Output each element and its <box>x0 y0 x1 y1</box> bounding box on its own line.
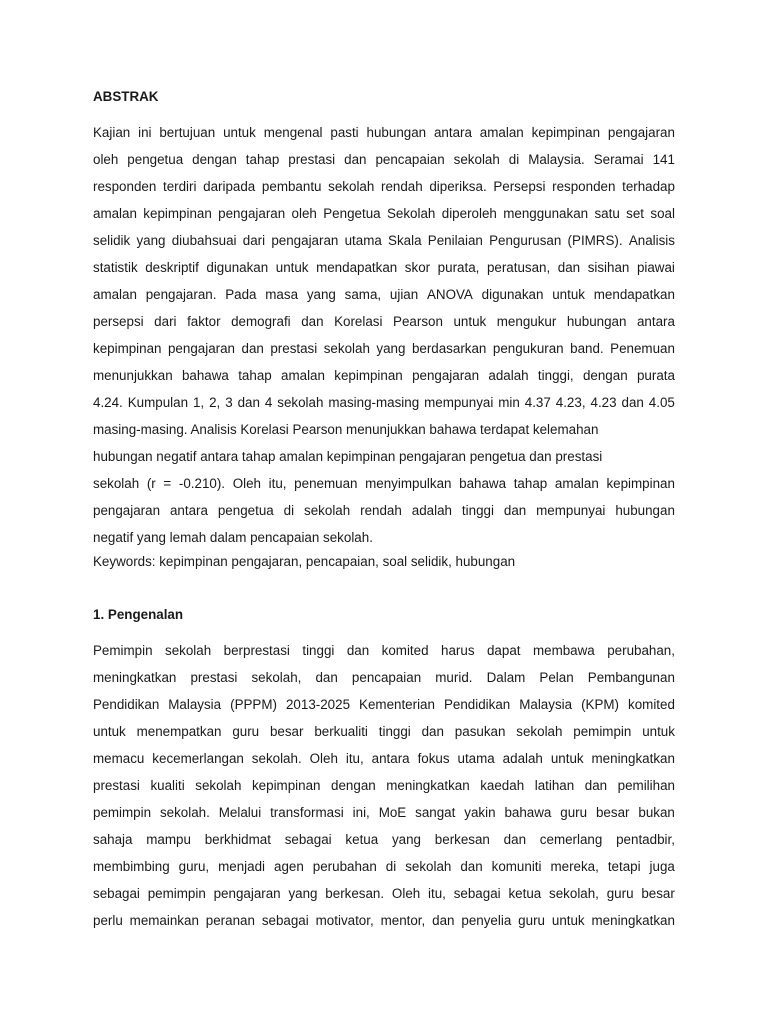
body-line: pemimpin sekolah. Melalui transformasi ini, MoE sangat yakin bahawa guru besar bukan <box>93 805 675 820</box>
abstract-line: sekolah (r = -0.210). Oleh itu, penemuan menyimpulkan bahawa tahap amalan kepimpinan <box>93 476 675 491</box>
abstract-line: negatif yang lemah dalam pencapaian sekolah. <box>93 530 373 545</box>
body-line: memacu kecemerlangan sekolah. Oleh itu, antara fokus utama adalah untuk meningkatkan <box>93 751 675 766</box>
abstract-line: 4.24. Kumpulan 1, 2, 3 dan 4 sekolah masing-masing mempunyai min 4.37 4.23, 4.23 dan 4.05 <box>93 395 675 410</box>
body-line: perlu memainkan peranan sebagai motivator, mentor, dan penyelia guru untuk meningkatkan <box>93 913 675 928</box>
abstract-line: menunjukkan bahawa tahap amalan kepimpinan pengajaran adalah tinggi, dengan purata <box>93 368 675 383</box>
body-line: prestasi kualiti sekolah kepimpinan dengan meningkatkan kaedah latihan dan pemilihan <box>93 778 675 793</box>
body-line: untuk menempatkan guru besar berkualiti tinggi dan pasukan sekolah pemimpin untuk <box>93 724 675 739</box>
keywords-line: Keywords: kepimpinan pengajaran, pencapaian, soal selidik, hubungan <box>93 554 516 569</box>
body-line: meningkatkan prestasi sekolah, dan pencapaian murid. Dalam Pelan Pembangunan <box>93 670 675 685</box>
abstract-line: statistik deskriptif digunakan untuk mendapatkan skor purata, peratusan, dan sisihan piawai <box>93 260 675 275</box>
body-line: Pemimpin sekolah berprestasi tinggi dan komited harus dapat membawa perubahan, <box>93 643 675 658</box>
abstract-line: pengajaran antara pengetua di sekolah rendah adalah tinggi dan mempunyai hubungan <box>93 503 675 518</box>
abstract-line: Kajian ini bertujuan untuk mengenal pasti hubungan antara amalan kepimpinan pengajaran <box>93 125 675 140</box>
body-line: sahaja mampu berkhidmat sebagai ketua yang berkesan dan cemerlang pentadbir, <box>93 832 675 847</box>
section-heading: 1. Pengenalan <box>93 607 184 622</box>
abstract-line: masing-masing. Analisis Korelasi Pearson menunjukkan bahawa terdapat kelemahan <box>93 422 599 437</box>
abstract-line: selidik yang diubahsuai dari pengajaran utama Skala Penilaian Pengurusan (PIMRS). Analisis <box>93 233 675 248</box>
abstract-line: amalan pengajaran. Pada masa yang sama, ujian ANOVA digunakan untuk mendapatkan <box>93 287 675 302</box>
body-line: Pendidikan Malaysia (PPPM) 2013-2025 Kementerian Pendidikan Malaysia (KPM) komited <box>93 697 675 712</box>
abstract-heading: ABSTRAK <box>93 89 159 104</box>
abstract-line: amalan kepimpinan pengajaran oleh Pengetua Sekolah diperoleh menggunakan satu set soal <box>93 206 675 221</box>
abstract-line: hubungan negatif antara tahap amalan kepimpinan pengajaran pengetua dan prestasi <box>93 449 603 464</box>
abstract-line: kepimpinan pengajaran dan prestasi sekolah yang berdasarkan pengukuran band. Penemuan <box>93 341 675 356</box>
body-line: membimbing guru, menjadi agen perubahan di sekolah dan komuniti mereka, tetapi juga <box>93 859 675 874</box>
abstract-line: oleh pengetua dengan tahap prestasi dan pencapaian sekolah di Malaysia. Seramai 141 <box>93 152 675 167</box>
abstract-line: persepsi dari faktor demografi dan Korelasi Pearson untuk mengukur hubungan antara <box>93 314 675 329</box>
abstract-line: responden terdiri daripada pembantu sekolah rendah diperiksa. Persepsi responden terhadap <box>93 179 675 194</box>
body-line: sebagai pemimpin pengajaran yang berkesan. Oleh itu, sebagai ketua sekolah, guru besar <box>93 886 675 901</box>
